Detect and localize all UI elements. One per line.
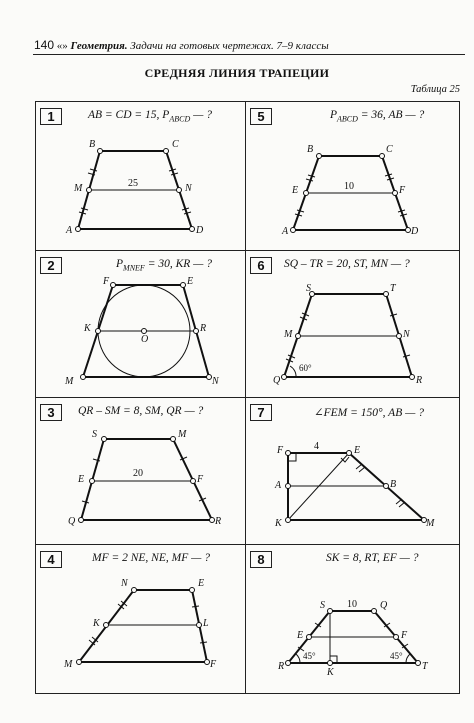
problem-2 xyxy=(36,251,245,397)
problem-5 xyxy=(246,102,459,250)
point-label-t: T xyxy=(390,283,396,294)
point-label-t: T xyxy=(422,661,428,672)
base-length: 4 xyxy=(314,441,319,452)
point-label-m: M xyxy=(65,376,74,387)
problem-7 xyxy=(246,398,459,544)
problem-statement: SQ – TR = 20, ST, MN — ? xyxy=(284,258,410,270)
point-label-k: K xyxy=(275,518,282,529)
point-label-f: F xyxy=(401,630,408,641)
point-label-a: A xyxy=(275,480,282,491)
point-label-r: R xyxy=(200,323,207,334)
problem-statement: MF = 2 NE, NE, MF — ? xyxy=(92,552,210,564)
trapezoid-diagram xyxy=(36,545,245,693)
point-label-d: D xyxy=(411,226,419,237)
point-label-r: R xyxy=(278,661,285,672)
point-label-e: E xyxy=(297,630,304,641)
problem-number: 5 xyxy=(250,108,272,125)
point-label-c: C xyxy=(172,139,179,150)
point-label-m: M xyxy=(178,429,187,440)
point-label-r: R xyxy=(215,516,222,527)
table-label: Таблица 25 xyxy=(410,84,460,95)
problem-number: 3 xyxy=(40,404,62,421)
point-label-m: M xyxy=(64,659,73,670)
problem-statement: ∠FEM = 150°, AB — ? xyxy=(314,407,424,419)
point-label-a: A xyxy=(282,226,289,237)
point-label-c: C xyxy=(386,144,393,155)
point-label-q: Q xyxy=(380,600,388,611)
point-label-m: M xyxy=(284,329,293,340)
point-label-r: R xyxy=(416,375,423,386)
base-length: 10 xyxy=(347,599,357,610)
page-header xyxy=(34,38,329,52)
problem-number: 6 xyxy=(250,257,272,274)
book-title: Геометрия. xyxy=(70,40,128,52)
point-label-f: F xyxy=(277,445,284,456)
point-label-b: B xyxy=(89,139,96,150)
point-label-b: B xyxy=(390,479,397,490)
page-number: 140 xyxy=(34,38,55,52)
point-label-n: N xyxy=(121,578,128,589)
point-label-l: L xyxy=(203,618,209,629)
midline-length: 10 xyxy=(344,181,354,192)
problem-8 xyxy=(246,545,459,693)
book-subtitle: Задачи на готовых чертежах. 7–9 классы xyxy=(130,40,329,52)
problem-number: 1 xyxy=(40,108,62,125)
angle-label-right: 45° xyxy=(390,651,403,661)
point-label-m: M xyxy=(74,183,83,194)
point-label-k: K xyxy=(327,667,334,678)
page-title: СРЕДНЯЯ ЛИНИЯ ТРАПЕЦИИ xyxy=(144,66,330,80)
problem-statement: SK = 8, RT, EF — ? xyxy=(326,552,419,564)
point-label-d: D xyxy=(196,225,204,236)
point-label-q: Q xyxy=(273,375,281,386)
point-label-s: S xyxy=(92,429,97,440)
problem-6 xyxy=(246,251,459,397)
problem-statement: $P_{ABCD} = 36$, AB — ? xyxy=(330,109,425,124)
point-label-o: O xyxy=(141,334,149,345)
point-label-e: E xyxy=(187,276,194,287)
problem-number: 8 xyxy=(250,551,272,568)
midline-length: 25 xyxy=(128,178,138,189)
point-label-e: E xyxy=(354,445,361,456)
problem-number: 2 xyxy=(40,257,62,274)
point-label-b: B xyxy=(307,144,314,155)
problem-4 xyxy=(36,545,245,693)
header-rule xyxy=(33,54,465,55)
angle-label: 60° xyxy=(299,363,312,373)
point-label-e: E xyxy=(78,474,85,485)
point-label-f: F xyxy=(197,474,204,485)
point-label-a: A xyxy=(66,225,73,236)
point-label-n: N xyxy=(403,329,410,340)
point-label-q: Q xyxy=(68,516,76,527)
point-label-k: K xyxy=(93,618,100,629)
problem-statement: $P_{MNEF} = 30$, KR — ? xyxy=(116,258,212,273)
point-label-s: S xyxy=(320,600,325,611)
point-label-n: N xyxy=(212,376,219,387)
point-label-k: K xyxy=(84,323,91,334)
point-label-s: S xyxy=(306,283,311,294)
angle-label-left: 45° xyxy=(303,651,316,661)
point-label-m: M xyxy=(426,518,435,529)
point-label-f: F xyxy=(210,659,217,670)
problem-statement: QR – SM = 8, SM, QR — ? xyxy=(78,405,204,417)
midline-length: 20 xyxy=(133,468,143,479)
point-label-e: E xyxy=(198,578,205,589)
problem-number: 7 xyxy=(250,404,272,421)
point-label-e: E xyxy=(292,185,299,196)
problem-3 xyxy=(36,398,245,544)
point-label-f: F xyxy=(103,276,110,287)
problem-number: 4 xyxy=(40,551,62,568)
problem-statement: AB = CD = 15, $P_{ABCD}$ — ? xyxy=(88,109,212,124)
header-mark: «» xyxy=(56,40,68,52)
trapezoid-diagram xyxy=(246,102,459,250)
point-label-f: F xyxy=(399,185,406,196)
problem-1 xyxy=(36,102,245,250)
point-label-n: N xyxy=(185,183,192,194)
